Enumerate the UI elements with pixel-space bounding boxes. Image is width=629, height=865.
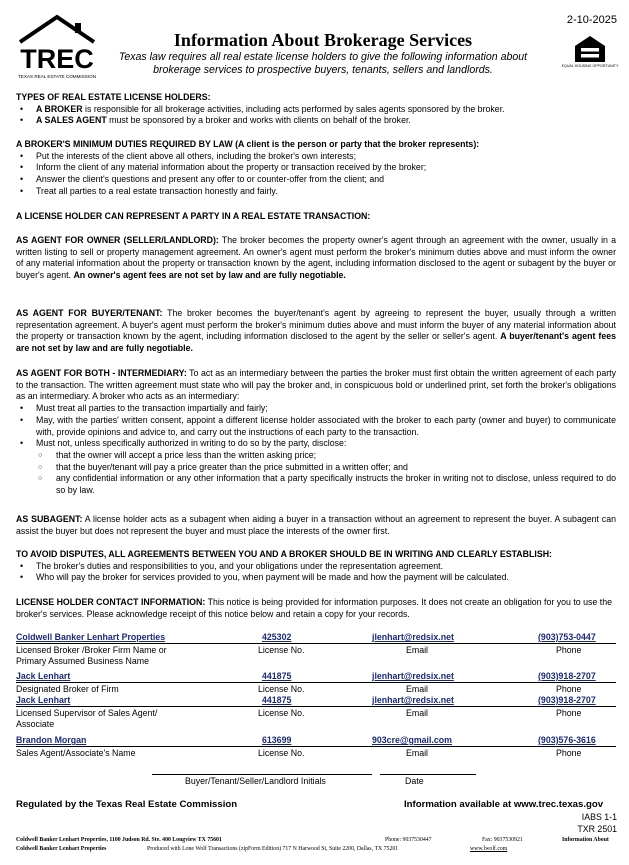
date-line[interactable] bbox=[380, 774, 476, 775]
designated-license-label: License No. bbox=[258, 684, 305, 694]
footer-doc: Information About bbox=[562, 837, 609, 843]
types-heading: TYPES OF REAL ESTATE LICENSE HOLDERS: bbox=[16, 92, 211, 102]
designated-name-label: Designated Broker of Firm bbox=[16, 684, 119, 694]
subagent-paragraph: AS SUBAGENT: A license holder acts as a subagent when aiding a buyer in a transaction without an agreement to represent the buyer. A subagent can assist the buyer but does not represent the buyer and must place the interests of the owner first. bbox=[16, 514, 616, 536]
trec-logo bbox=[14, 14, 100, 82]
types-item: • A BROKER is responsible for all brokerage activities, including acts performed by sales agents sponsored by the broker. bbox=[16, 104, 616, 116]
page-title: Information About Brokerage Services bbox=[173, 30, 473, 50]
regulated-text: Regulated by the Texas Real Estate Commission bbox=[16, 799, 238, 810]
supervisor-license-label: License No. bbox=[258, 708, 305, 718]
agent-name-label: Sales Agent/Associate's Name bbox=[16, 748, 136, 758]
represent-heading: A LICENSE HOLDER CAN REPRESENT A PARTY IN A REAL ESTATE TRANSACTION: bbox=[16, 211, 371, 221]
intermediary-paragraph: AS AGENT FOR BOTH - INTERMEDIARY: To act as an intermediary between the parties the broker must first obtain the written agreement of each party to the transaction. The written agreement must state who will pay the broker and, in conspicuous bold or underlined print, set forth the broker's obligations as an intermediary. A broker who acts as an intermediary: bbox=[16, 368, 616, 402]
supervisor-name-label: Licensed Supervisor of Sales Agent/ bbox=[16, 708, 158, 718]
owner-paragraph: AS AGENT FOR OWNER (SELLER/LANDLORD): The broker becomes the property owner's agent through an agreement with the owner, usually in a written listing to sell or property management agreement. An owner's agent must perform the broker's minimum duties above and must inform the owner of any material information about the property or transaction known by the agent, including information disclosed to the agent or subagent by the buyer or buyer's agent. An owner's agent fees are not set by law and are fully negotiable. bbox=[16, 235, 616, 281]
footer-phone: Phone: 9037530447 bbox=[385, 837, 432, 843]
trec-info-text: Information available at www.trec.texas.gov bbox=[404, 799, 604, 810]
contact-row-designated bbox=[16, 671, 616, 695]
disputes-heading: TO AVOID DISPUTES, ALL AGREEMENTS BETWEEN YOU AND A BROKER SHOULD BE IN WRITING AND CLEARLY ESTABLISH: bbox=[16, 549, 552, 559]
intermediary-section bbox=[16, 368, 616, 497]
eho-label: EQUAL HOUSING OPPORTUNITY bbox=[561, 64, 619, 68]
contact-row-supervisor bbox=[16, 695, 616, 731]
txr-number: TXR 2501 bbox=[577, 824, 617, 834]
supervisor-phone-value[interactable]: (903)918-2707 bbox=[538, 695, 596, 705]
broker-email-label: Email bbox=[406, 645, 428, 655]
initials-line[interactable] bbox=[152, 774, 372, 775]
designated-name-value[interactable]: Jack Lenhart bbox=[16, 671, 71, 681]
designated-email-value[interactable]: jlenhart@redsix.net bbox=[372, 671, 454, 681]
designated-phone-value[interactable]: (903)918-2707 bbox=[538, 671, 596, 681]
types-item: • A SALES AGENT must be sponsored by a broker and works with clients on behalf of the broker. bbox=[16, 115, 616, 127]
broker-phone-value[interactable]: (903)753-0447 bbox=[538, 632, 596, 642]
trec-house-icon bbox=[14, 14, 100, 82]
agent-phone-label: Phone bbox=[556, 748, 582, 758]
supervisor-name-label-2: Associate bbox=[16, 719, 55, 729]
duty-item: • Put the interests of the client above all others, including the broker's own interests; bbox=[16, 151, 616, 163]
agent-phone-value[interactable]: (903)576-3616 bbox=[538, 735, 596, 745]
form-date: 2-10-2025 bbox=[566, 14, 617, 26]
contact-row-broker bbox=[16, 632, 616, 668]
buyer-paragraph: AS AGENT FOR BUYER/TENANT: The broker becomes the buyer/tenant's agent by agreeing to represent the buyer, usually through a written representation agreement. A buyer's agent must perform the broker's minimum duties above and must inform the buyer of any material information about the property or transaction known by the agent, including information disclosed to the agent by the seller or seller's agent. A buyer/tenant's agent fees are not set by law and are fully negotiable. bbox=[16, 308, 616, 354]
footer-producer: Produced with Lone Wolf Transactions (zipForm Edition) 717 N Harwood St, Suite 2200, Dallas, TX 75201 bbox=[147, 846, 399, 852]
types-section bbox=[16, 92, 616, 127]
broker-name-value[interactable]: Coldwell Banker Lenhart Properties bbox=[16, 632, 166, 642]
footer-firm: Coldwell Banker Lenhart Properties bbox=[16, 846, 107, 852]
disputes-section bbox=[16, 549, 616, 584]
footer-url[interactable]: www.lwolf.com bbox=[470, 846, 508, 852]
broker-email-value[interactable]: jlenhart@redsix.net bbox=[372, 632, 454, 642]
footer-fax: Fax: 9037530921 bbox=[482, 837, 523, 843]
disputes-item: • The broker's duties and responsibilities to you, and your obligations under the representation agreement. bbox=[16, 561, 616, 573]
disputes-item: • Who will pay the broker for services provided to you, when payment will be made and how the payment will be calculated. bbox=[16, 572, 616, 584]
intermediary-item: • May, with the parties' written consent, appoint a different license holder associated with the broker to each party (owner and buyer) to communicate with, provide opinions and advice to, and carry out the instructions of each party to the transaction. bbox=[16, 415, 616, 438]
intermediary-item: • Must not, unless specifically authorized in writing to do so by the party, disclose: bbox=[16, 438, 616, 450]
duties-section bbox=[16, 139, 616, 198]
date-label: Date bbox=[405, 776, 424, 786]
page-subtitle: Texas law requires all real estate license holders to give the following information about brokerage services to prospective buyers, tenants, sellers and landlords. bbox=[118, 51, 528, 76]
duty-item: • Treat all parties to a real estate transaction honestly and fairly. bbox=[16, 186, 616, 198]
equal-housing-logo bbox=[561, 34, 619, 79]
broker-name-label: Licensed Broker /Broker Firm Name or bbox=[16, 645, 167, 655]
broker-phone-label: Phone bbox=[556, 645, 582, 655]
broker-license-value[interactable]: 425302 bbox=[262, 632, 292, 642]
agent-email-label: Email bbox=[406, 748, 428, 758]
supervisor-email-value[interactable]: jlenhart@redsix.net bbox=[372, 695, 454, 705]
initials-label: Buyer/Tenant/Seller/Landlord Initials bbox=[185, 776, 326, 786]
duty-item: • Inform the client of any material information about the property or transaction received by the broker; bbox=[16, 162, 616, 174]
equal-housing-icon bbox=[561, 34, 619, 74]
supervisor-email-label: Email bbox=[406, 708, 428, 718]
supervisor-phone-label: Phone bbox=[556, 708, 582, 718]
contact-row-agent bbox=[16, 735, 616, 759]
contact-paragraph: LICENSE HOLDER CONTACT INFORMATION: This notice is being provided for information purposes. It does not create an obligation for you to use the broker's services. Please acknowledge receipt of this notice below and retain a copy for your records. bbox=[16, 597, 612, 619]
agent-name-value[interactable]: Brandon Morgan bbox=[16, 735, 87, 745]
intermediary-item: • Must treat all parties to the transaction impartially and fairly; bbox=[16, 403, 616, 415]
intermediary-subitem: ○ any confidential information or any other information that a party specifically instructs the broker in writing not to disclose, unless required to do so by law. bbox=[16, 473, 616, 496]
logo-wordmark: TREC bbox=[20, 44, 94, 74]
intermediary-subitem: ○ that the owner will accept a price less than the written asking price; bbox=[16, 450, 616, 462]
designated-email-label: Email bbox=[406, 684, 428, 694]
broker-license-label: License No. bbox=[258, 645, 305, 655]
broker-name-label-2: Primary Assumed Business Name bbox=[16, 656, 149, 666]
agent-license-label: License No. bbox=[258, 748, 305, 758]
form-number: IABS 1-1 bbox=[581, 812, 617, 822]
duties-heading: A BROKER'S MINIMUM DUTIES REQUIRED BY LAW (A client is the person or party that the broker represents): bbox=[16, 139, 480, 149]
agent-license-value[interactable]: 613699 bbox=[262, 735, 292, 745]
footer-office: Coldwell Banker Lenhart Properties, 1100 Judson Rd. Ste. 400 Longview TX 75601 bbox=[16, 837, 222, 843]
designated-license-value[interactable]: 441875 bbox=[262, 671, 292, 681]
supervisor-license-value[interactable]: 441875 bbox=[262, 695, 292, 705]
duty-item: • Answer the client's questions and present any offer to or counter-offer from the client; and bbox=[16, 174, 616, 186]
agent-email-value[interactable]: 903cre@gmail.com bbox=[372, 735, 452, 745]
designated-phone-label: Phone bbox=[556, 684, 582, 694]
supervisor-name-value[interactable]: Jack Lenhart bbox=[16, 695, 71, 705]
intermediary-subitem: ○ that the buyer/tenant will pay a price greater than the price submitted in a written offer; and bbox=[16, 462, 616, 474]
logo-subtext: TEXAS REAL ESTATE COMMISSION bbox=[17, 74, 97, 79]
